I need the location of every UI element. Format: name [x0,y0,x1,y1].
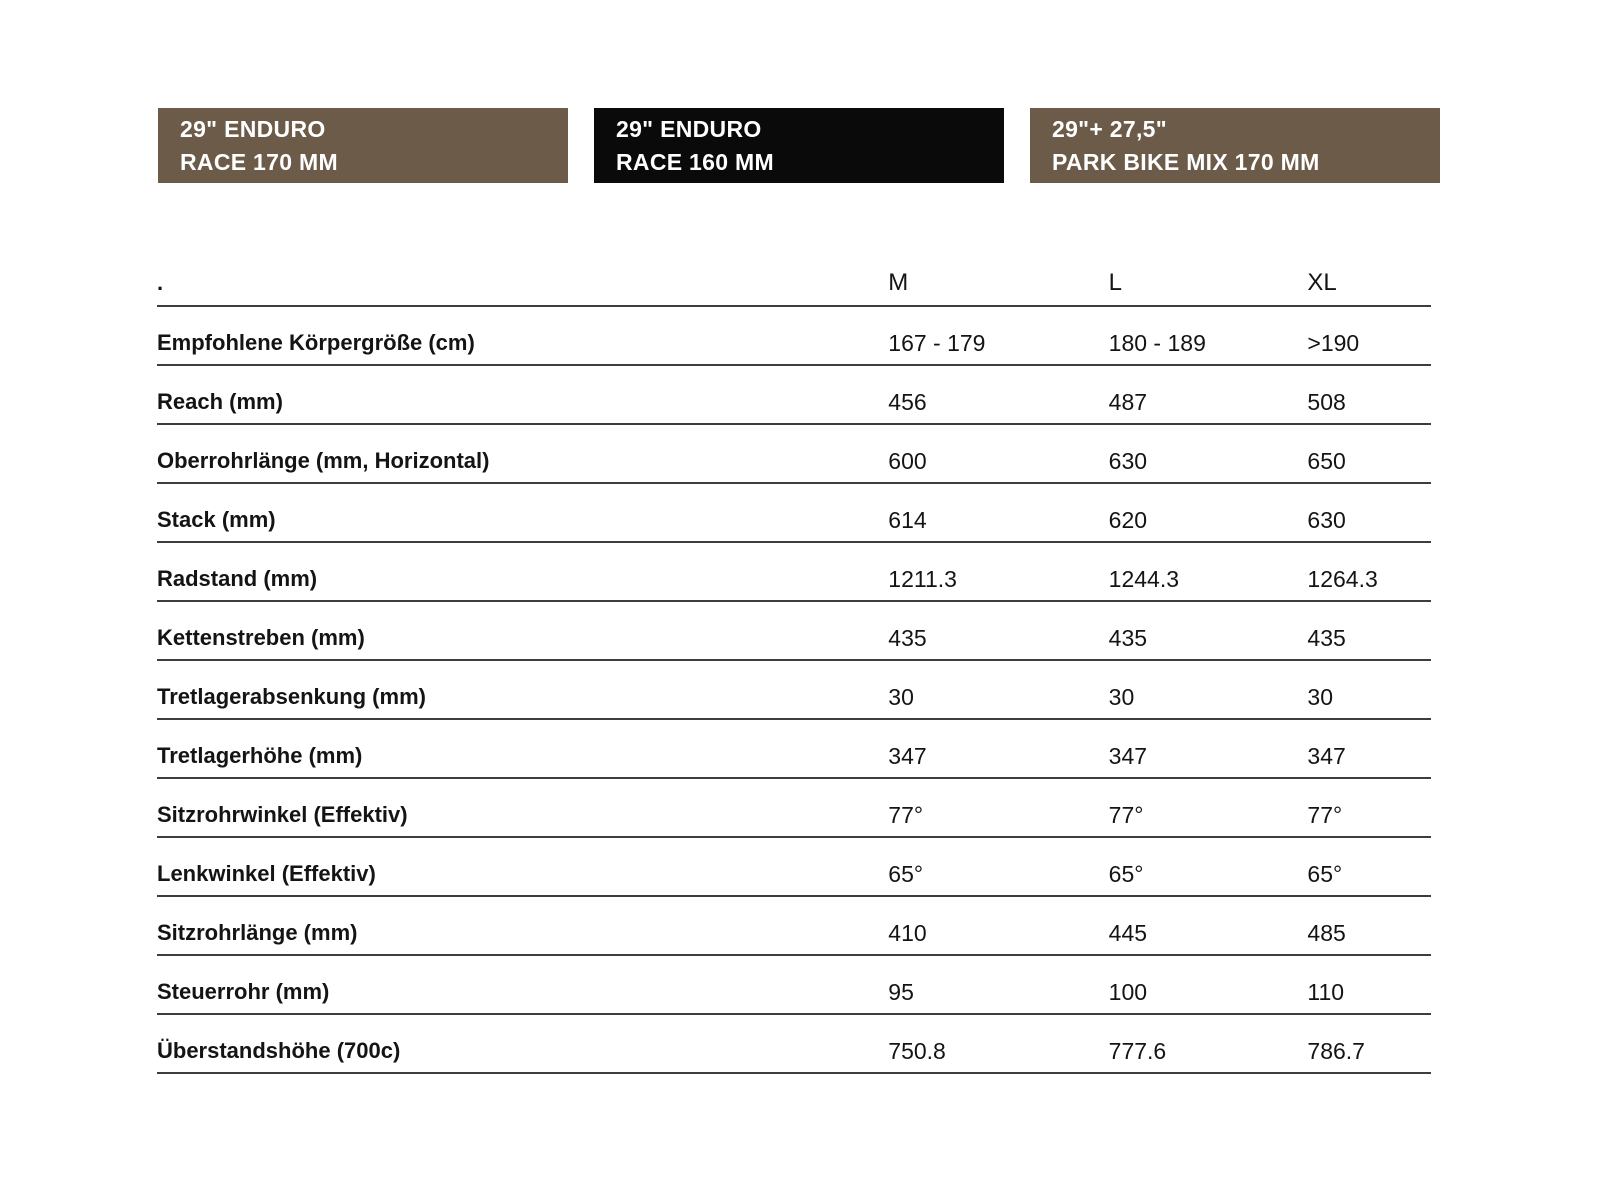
row-value: 445 [1109,896,1308,955]
table-row [157,483,1431,542]
row-label: Überstandshöhe (700c) [157,1014,888,1073]
row-value: 435 [1307,601,1431,660]
row-label: Sitzrohrlänge (mm) [157,896,888,955]
header-dot: . [157,270,888,306]
row-value: 1211.3 [888,542,1108,601]
row-value: 435 [1109,601,1308,660]
row-value: 347 [1109,719,1308,778]
row-value: 180 - 189 [1109,306,1308,365]
row-value: 786.7 [1307,1014,1431,1073]
row-value: 777.6 [1109,1014,1308,1073]
table-row [157,778,1431,837]
tab-label-line1: 29"+ 27,5" [1052,115,1167,142]
row-value: 485 [1307,896,1431,955]
row-value: 95 [888,955,1108,1014]
row-value: 65° [888,837,1108,896]
row-label: Tretlagerabsenkung (mm) [157,660,888,719]
row-value: 750.8 [888,1014,1108,1073]
row-value: 30 [888,660,1108,719]
header-size-m: M [888,270,1108,306]
row-value: 600 [888,424,1108,483]
row-label: Kettenstreben (mm) [157,601,888,660]
table-row [157,306,1431,365]
table-row [157,896,1431,955]
tab-29-enduro-race-170mm[interactable] [158,108,568,183]
header-size-l: L [1109,270,1308,306]
tab-label-line1: 29" ENDURO [616,115,762,142]
table-row [157,365,1431,424]
row-value: 630 [1109,424,1308,483]
row-value: 65° [1109,837,1308,896]
row-value: 30 [1109,660,1308,719]
row-label: Empfohlene Körpergröße (cm) [157,306,888,365]
row-value: 77° [1307,778,1431,837]
row-label: Stack (mm) [157,483,888,542]
table-row [157,837,1431,896]
tab-park-bike-mix-170mm[interactable] [1030,108,1440,183]
row-value: 100 [1109,955,1308,1014]
row-label: Steuerrohr (mm) [157,955,888,1014]
table-row [157,601,1431,660]
row-label: Radstand (mm) [157,542,888,601]
row-value: 1244.3 [1109,542,1308,601]
row-value: 77° [1109,778,1308,837]
row-value: 347 [888,719,1108,778]
row-value: 77° [888,778,1108,837]
table-row [157,719,1431,778]
row-value: 410 [888,896,1108,955]
row-label: Reach (mm) [157,365,888,424]
header-size-xl: XL [1307,270,1431,306]
row-value: 614 [888,483,1108,542]
row-value: 487 [1109,365,1308,424]
row-value: 435 [888,601,1108,660]
row-value: 30 [1307,660,1431,719]
geometry-table [157,270,1431,1074]
row-value: 110 [1307,955,1431,1014]
row-label: Lenkwinkel (Effektiv) [157,837,888,896]
row-value: 508 [1307,365,1431,424]
row-label: Sitzrohrwinkel (Effektiv) [157,778,888,837]
row-value: 65° [1307,837,1431,896]
tab-label-line2: PARK BIKE MIX 170 MM [1052,148,1320,175]
geometry-table-body [157,306,1431,1073]
table-row [157,660,1431,719]
row-label: Oberrohrlänge (mm, Horizontal) [157,424,888,483]
row-value: 650 [1307,424,1431,483]
row-value: 167 - 179 [888,306,1108,365]
table-row [157,542,1431,601]
table-row [157,1014,1431,1073]
table-row [157,424,1431,483]
size-header-row [157,270,1431,306]
table-row [157,955,1431,1014]
row-value: 630 [1307,483,1431,542]
row-value: 347 [1307,719,1431,778]
row-label: Tretlagerhöhe (mm) [157,719,888,778]
row-value: 456 [888,365,1108,424]
tab-label-line2: RACE 160 MM [616,148,774,175]
tab-label-line1: 29" ENDURO [180,115,326,142]
row-value: >190 [1307,306,1431,365]
tab-label-line2: RACE 170 MM [180,148,338,175]
tab-29-enduro-race-160mm[interactable] [594,108,1004,183]
variant-tabs [158,108,1440,183]
row-value: 620 [1109,483,1308,542]
row-value: 1264.3 [1307,542,1431,601]
